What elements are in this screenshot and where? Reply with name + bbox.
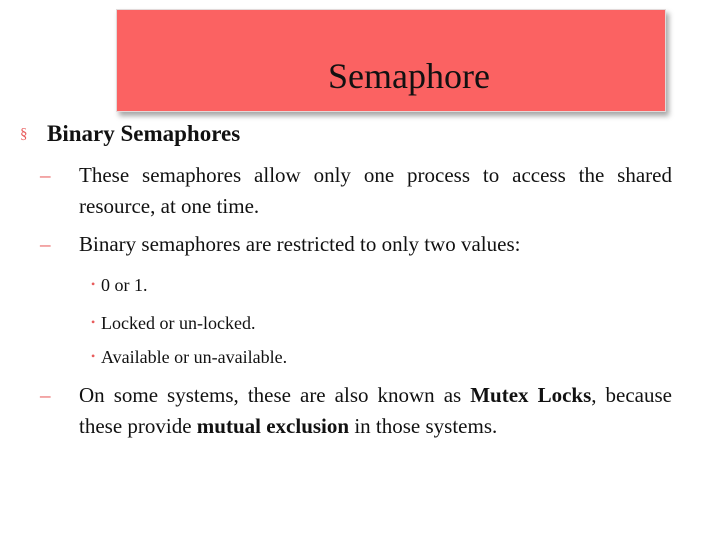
point-one-text: These semaphores allow only one process to access the shared resource, at one time.: [79, 163, 672, 218]
point-three-part3: in those systems.: [349, 414, 498, 438]
heading-text: Binary Semaphores: [47, 121, 241, 146]
value-text: Locked or un-locked.: [101, 313, 256, 333]
dot-bullet-icon: •: [91, 277, 96, 291]
value-text: Available or un-available.: [101, 347, 288, 367]
section-bullet-icon: §: [20, 126, 28, 142]
point-one-access: [40, 160, 672, 222]
point-three-text: [79, 380, 672, 442]
point-two-values: [40, 229, 672, 260]
point-three-mutex: [40, 380, 672, 442]
mutual-exclusion-term: mutual exclusion: [196, 414, 350, 438]
value-text: 0 or 1.: [101, 275, 148, 295]
value-item: [83, 345, 287, 368]
point-three-part1: On some systems, these are also known as: [79, 383, 471, 407]
value-item: [83, 311, 255, 334]
dash-bullet-icon: –: [40, 383, 51, 407]
heading-binary-semaphores: [20, 120, 240, 148]
dash-bullet-icon: –: [40, 232, 51, 256]
point-two-text: Binary semaphores are restricted to only two values:: [79, 232, 521, 256]
point-three-part2: , because these provide: [79, 383, 672, 438]
dot-bullet-icon: •: [91, 315, 96, 329]
title-banner: [116, 9, 666, 112]
dot-bullet-icon: •: [91, 349, 96, 363]
slide-title: Semaphore: [328, 56, 490, 96]
value-item: [83, 273, 148, 296]
dash-bullet-icon: –: [40, 163, 51, 187]
mutex-locks-term: Mutex Locks: [470, 383, 592, 407]
